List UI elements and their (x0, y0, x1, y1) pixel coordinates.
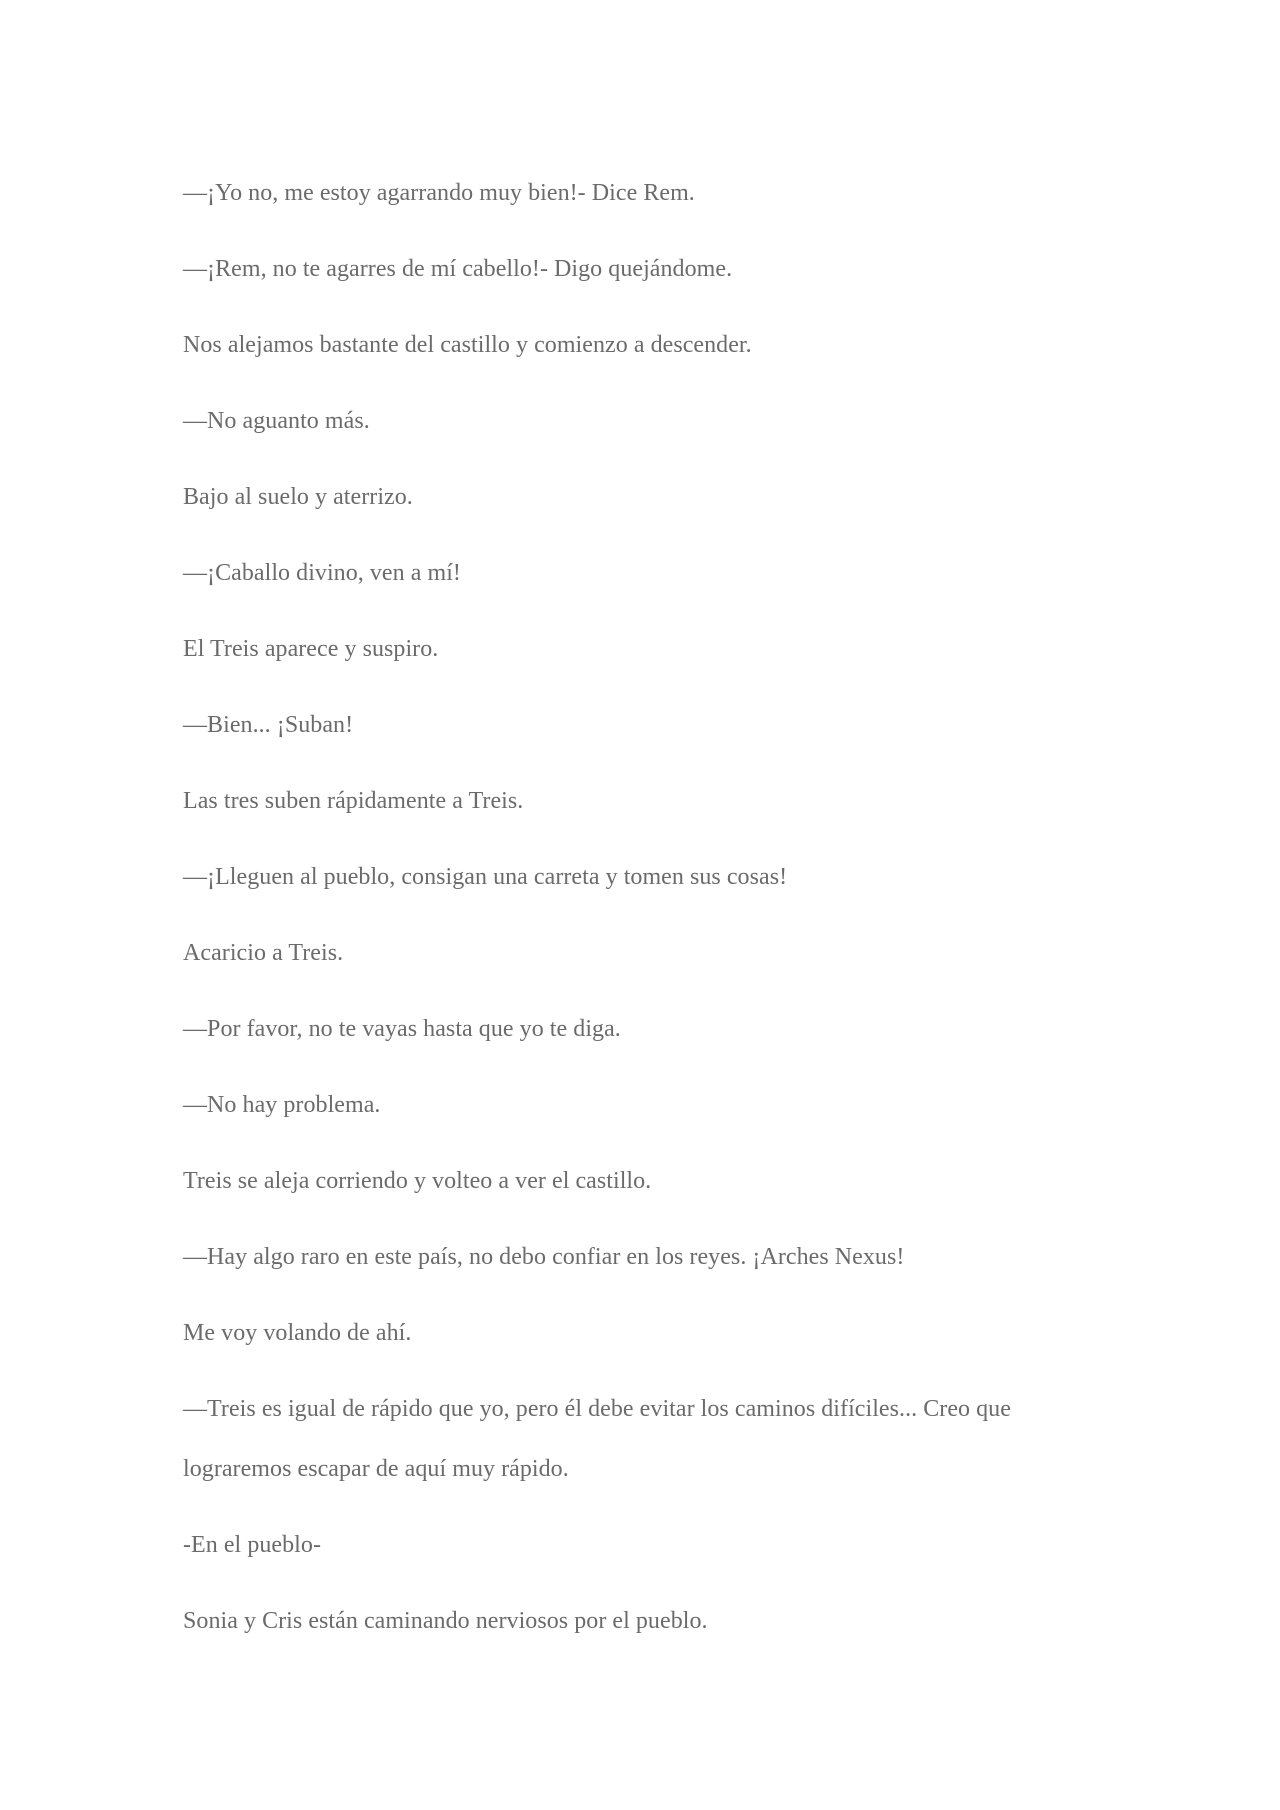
paragraph: —¡Caballo divino, ven a mí! (183, 560, 461, 586)
paragraph: —Hay algo raro en este país, no debo confiar en los reyes. ¡Arches Nexus! (183, 1244, 905, 1270)
paragraph: Nos alejamos bastante del castillo y comienzo a descender. (183, 332, 752, 358)
paragraph: Bajo al suelo y aterrizo. (183, 484, 413, 510)
paragraph: Acaricio a Treis. (183, 940, 344, 966)
paragraph: —¡Rem, no te agarres de mí cabello!- Digo quejándome. (183, 256, 733, 282)
paragraph: El Treis aparece y suspiro. (183, 636, 439, 662)
paragraph: —¡Yo no, me estoy agarrando muy bien!- Dice Rem. (183, 180, 695, 206)
paragraph: —Bien... ¡Suban! (183, 712, 354, 738)
paragraph: Me voy volando de ahí. (183, 1320, 412, 1346)
paragraph: —Treis es igual de rápido que yo, pero él debe evitar los caminos difíciles... Creo que lograremos escapar de aquí muy rápido. (183, 1396, 1011, 1482)
paragraph: —Por favor, no te vayas hasta que yo te diga. (183, 1016, 621, 1042)
paragraph: Sonia y Cris están caminando nerviosos por el pueblo. (183, 1608, 708, 1634)
paragraph: Las tres suben rápidamente a Treis. (183, 788, 524, 814)
paragraph: Treis se aleja corriendo y volteo a ver el castillo. (183, 1168, 652, 1194)
document-body (183, 178, 1103, 1682)
paragraph: -En el pueblo- (183, 1532, 321, 1558)
paragraph: —No hay problema. (183, 1092, 381, 1118)
paragraph: —¡Lleguen al pueblo, consigan una carreta y tomen sus cosas! (183, 864, 788, 890)
paragraph: —No aguanto más. (183, 408, 370, 434)
